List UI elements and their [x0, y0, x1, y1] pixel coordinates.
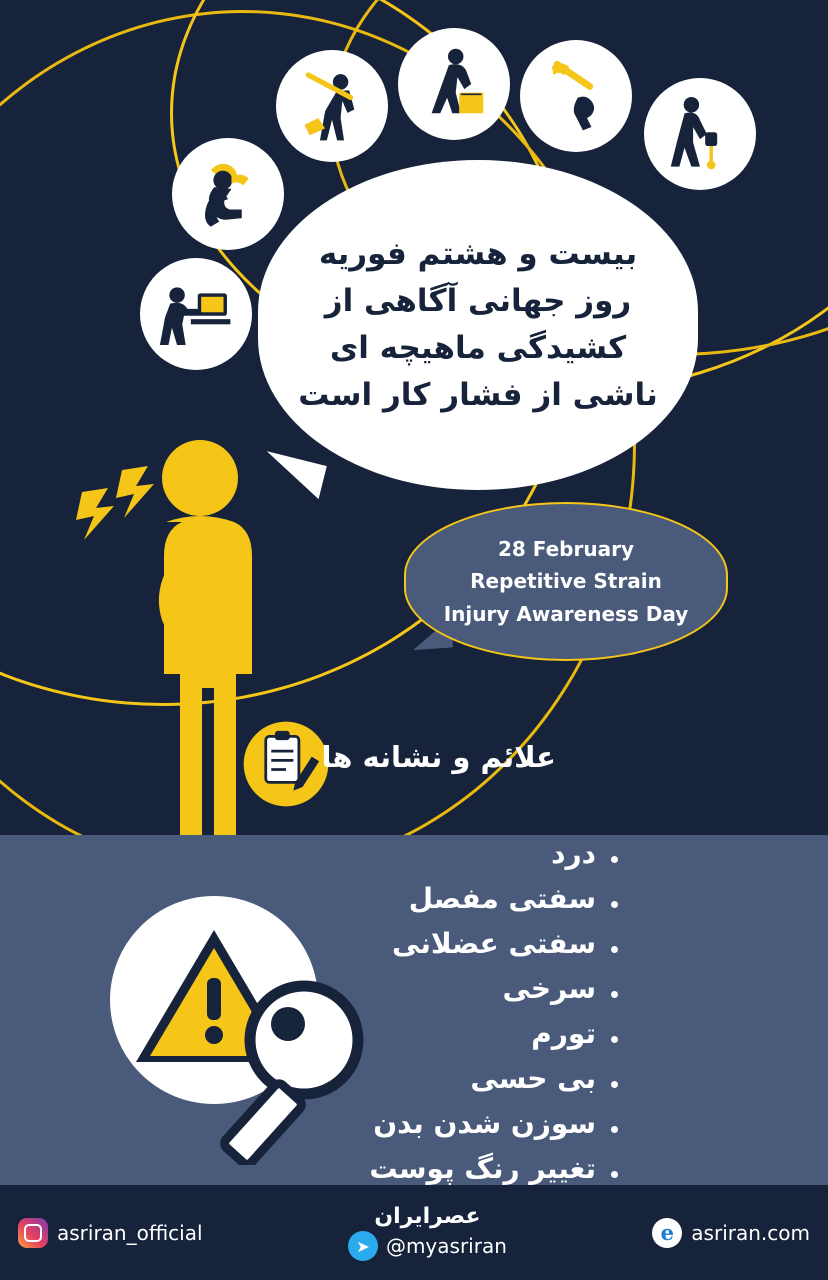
- list-item: درد: [182, 840, 622, 868]
- instagram-handle: asriran_official: [57, 1220, 203, 1245]
- telegram-account[interactable]: [348, 1231, 507, 1261]
- clipboard-pen-icon: [240, 718, 332, 810]
- main-bubble-line-2: روز جهانی آگاهی از: [324, 282, 632, 319]
- list-item: بی حسی: [182, 1065, 622, 1093]
- main-bubble-line-3: کشیدگی ماهیچه ای: [329, 330, 627, 366]
- neck-pain-icon: [172, 138, 284, 250]
- symptoms-heading: علائم و نشانه ها: [321, 740, 556, 774]
- sweeping-worker-icon: [276, 50, 388, 162]
- english-bubble-line-1: 28 February: [497, 536, 634, 561]
- instagram-icon: [18, 1218, 48, 1248]
- brand-block: [348, 1204, 507, 1261]
- symptoms-list: [182, 837, 622, 1200]
- footer-bar: [0, 1185, 828, 1280]
- list-item: سرخی: [182, 975, 622, 1003]
- instagram-account[interactable]: [18, 1218, 203, 1248]
- english-speech-bubble: [404, 502, 728, 661]
- main-bubble-line-4: ناشی از فشار کار است: [298, 377, 658, 414]
- telegram-icon: ➤: [348, 1231, 378, 1261]
- list-item: سفتی عضلانی: [182, 930, 622, 958]
- english-bubble-text: [444, 533, 689, 630]
- desk-computer-worker-icon: [140, 258, 252, 370]
- list-item: تغییر رنگ پوست: [182, 1155, 622, 1183]
- drill-worker-icon: [644, 78, 756, 190]
- internet-explorer-icon: e: [652, 1218, 682, 1248]
- website-url: asriran.com: [691, 1220, 810, 1245]
- main-bubble-line-1: بیست و هشتم فوریه: [318, 235, 638, 272]
- list-item: سفتی مفصل: [182, 885, 622, 913]
- brand-name-fa: عصرایران: [374, 1204, 481, 1229]
- list-item: تورم: [182, 1020, 622, 1048]
- website-link[interactable]: [652, 1218, 810, 1248]
- english-bubble-line-3: Injury Awareness Day: [443, 601, 689, 626]
- english-bubble-line-2: Repetitive Strain: [470, 569, 662, 594]
- telegram-handle: @myasriran: [385, 1234, 507, 1258]
- main-bubble-text: [272, 231, 684, 419]
- lifting-box-worker-icon: [398, 28, 510, 140]
- hammer-worker-icon: [520, 40, 632, 152]
- list-item: سوزن شدن بدن: [182, 1110, 622, 1138]
